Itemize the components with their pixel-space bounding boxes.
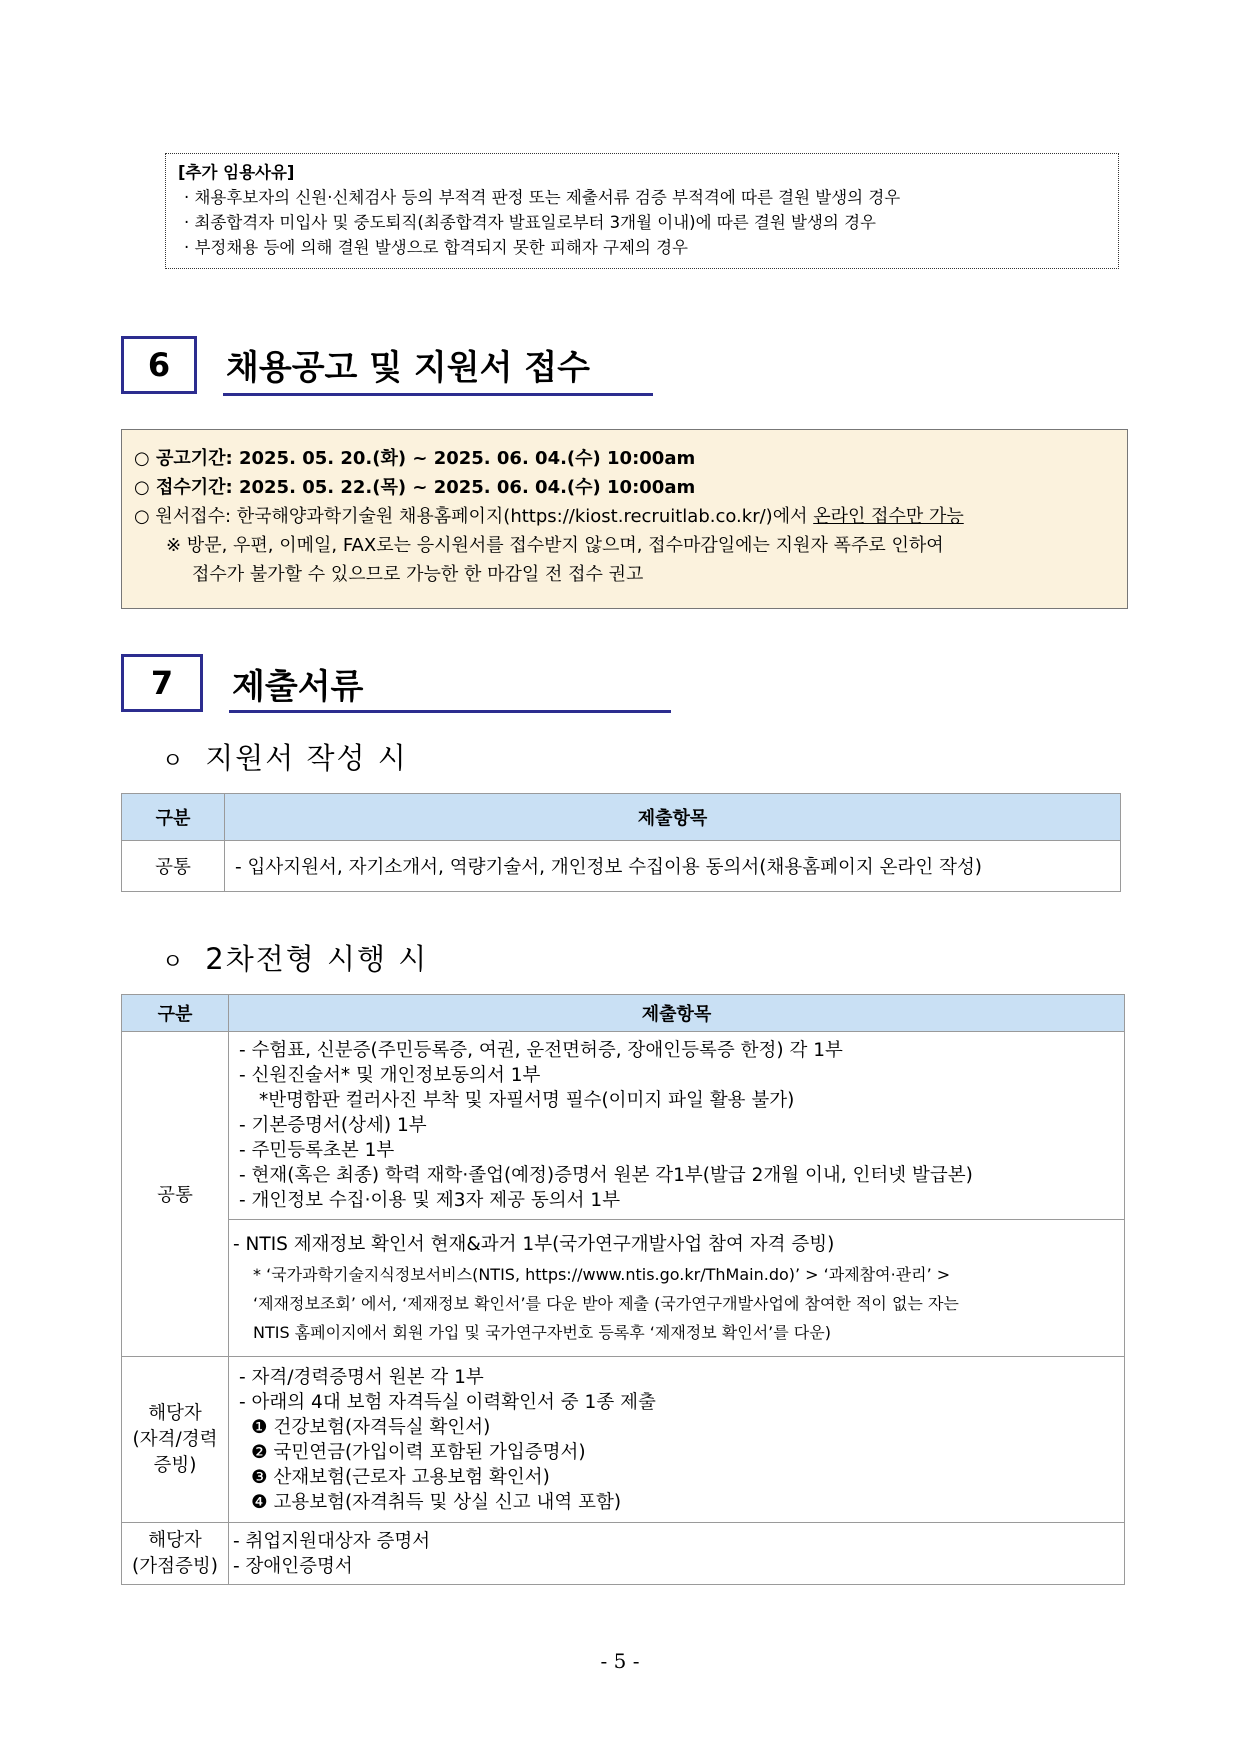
- table-header-items: 제출항목: [229, 995, 1125, 1032]
- list-item: - 기본증명서(상세) 1부: [239, 1115, 427, 1136]
- section-6-underline: [223, 393, 653, 396]
- note-line: NTIS 홈페이지에서 회원 가입 및 국가연구자번호 등록후 ‘제재정보 확인서’를 다운): [253, 1322, 831, 1342]
- list-item: ❶ 건강보험(자격득실 확인서): [251, 1416, 491, 1438]
- section-6-title: 채용공고 및 지원서 접수: [226, 348, 590, 388]
- additional-reasons-box: [165, 153, 1119, 269]
- list-item: ❸ 산재보험(근로자 고용보험 확인서): [251, 1466, 550, 1488]
- additional-reason-item: · 부정채용 등에 의해 결원 발생으로 합격되지 못한 피해자 구제의 경우: [184, 238, 688, 257]
- table-header-items: 제출항목: [225, 794, 1121, 841]
- bullet-icon: ㅇ: [162, 749, 186, 774]
- list-item: - 수험표, 신분증(주민등록증, 여권, 운전면허증, 장애인등록증 한정) 각 1부: [239, 1040, 843, 1061]
- row-category-bonus: 해당자 (가점증빙): [122, 1523, 229, 1585]
- note-line: ‘제재정보조회’ 에서, ‘제재정보 확인서’를 다운 받아 제출 (국가연구개발사업에 참여한 적이 없는 자는: [253, 1293, 959, 1313]
- list-item: - NTIS 제재정보 확인서 현재&과거 1부(국가연구개발사업 참여 자격 증빙): [233, 1233, 835, 1255]
- bonus-documents-cell: [229, 1523, 1125, 1585]
- notice-period-line: ○ 공고기간: 2025. 05. 20.(화) ~ 2025. 06. 04.(수) 10:00am: [134, 448, 696, 469]
- application-documents-table: [121, 793, 1121, 892]
- table-row: [122, 1220, 1125, 1357]
- additional-reasons-title: [추가 임용사유]: [178, 163, 295, 182]
- table-header-category: 구분: [122, 995, 229, 1032]
- note-line: * ‘국가과학기술지식정보서비스(NTIS, https://www.ntis.go.kr/ThMain.do)’ > ‘과제참여·관리’ >: [253, 1264, 951, 1284]
- list-item: - 신원진술서* 및 개인정보동의서 1부: [239, 1065, 541, 1086]
- section-6-number: 6: [121, 336, 197, 394]
- list-item: - 주민등록초본 1부: [239, 1140, 395, 1161]
- section-7-title: 제출서류: [232, 667, 364, 707]
- table-row: [122, 841, 1121, 892]
- bullet-icon: ㅇ: [162, 950, 186, 975]
- list-item: - 현재(혹은 최종) 학력 재학·졸업(예정)증명서 원본 각1부(발급 2개월 이내, 인터넷 발급본): [239, 1165, 973, 1186]
- list-item: - 개인정보 수집·이용 및 제3자 제공 동의서 1부: [239, 1190, 621, 1211]
- notice-receipt-line: ○ 접수기간: 2025. 05. 22.(목) ~ 2025. 06. 04.(수) 10:00am: [134, 477, 696, 498]
- common-documents-cell: [229, 1032, 1125, 1220]
- section-7-number: 7: [121, 654, 203, 712]
- notice-note-line: ※ 방문, 우편, 이메일, FAX로는 응시원서를 접수받지 않으며, 접수마감일에는 지원자 폭주로 인하여: [166, 535, 944, 556]
- application-notice-box: [121, 429, 1128, 609]
- row-content: - 입사지원서, 자기소개서, 역량기술서, 개인정보 수집이용 동의서(채용홈페이지 온라인 작성): [225, 841, 1121, 892]
- list-item: ❹ 고용보험(자격취득 및 상실 신고 내역 포함): [251, 1491, 622, 1513]
- list-item: - 장애인증명서: [233, 1555, 353, 1577]
- list-item: - 취업지원대상자 증명서: [233, 1530, 431, 1552]
- table-header-category: 구분: [122, 794, 225, 841]
- additional-reason-item: · 최종합격자 미입사 및 중도퇴직(최종합격자 발표일로부터 3개월 이내)에 따른 결원 발생의 경우: [184, 213, 876, 232]
- notice-note-line-2: 접수가 불가할 수 있으므로 가능한 한 마감일 전 접수 권고: [192, 564, 644, 585]
- subheading-application: ㅇ 지원서 작성 시: [162, 741, 408, 775]
- list-item: - 자격/경력증명서 원본 각 1부: [239, 1366, 484, 1388]
- list-item: - 아래의 4대 보험 자격득실 이력확인서 중 1종 제출: [239, 1391, 656, 1413]
- row-category-career: 해당자 (자격/경력 증빙): [122, 1357, 229, 1523]
- row-category: 공통: [122, 841, 225, 892]
- notice-application-line: ○ 원서접수: 한국해양과학기술원 채용홈페이지(https://kiost.recruitlab.co.kr/)에서 온라인 접수만 가능: [134, 506, 964, 527]
- table-row: [122, 1523, 1125, 1585]
- section-7-underline: [229, 710, 671, 713]
- ntis-cell: [229, 1220, 1125, 1357]
- list-item: *반명함판 컬러사진 부착 및 자필서명 필수(이미지 파일 활용 불가): [259, 1090, 795, 1111]
- table-row: [122, 1032, 1125, 1220]
- row-category-common: 공통: [122, 1032, 229, 1357]
- career-documents-cell: [229, 1357, 1125, 1523]
- online-only-text: 온라인 접수만 가능: [813, 506, 964, 527]
- additional-reason-item: · 채용후보자의 신원·신체검사 등의 부적격 판정 또는 제출서류 검증 부적격에 따른 결원 발생의 경우: [184, 188, 901, 207]
- list-item: ❷ 국민연금(가입이력 포함된 가입증명서): [251, 1441, 586, 1463]
- table-row: [122, 1357, 1125, 1523]
- page-number: - 5 -: [600, 1649, 640, 1673]
- subheading-second-round: ㅇ 2차전형 시행 시: [162, 942, 429, 976]
- second-round-documents-table: [121, 994, 1125, 1585]
